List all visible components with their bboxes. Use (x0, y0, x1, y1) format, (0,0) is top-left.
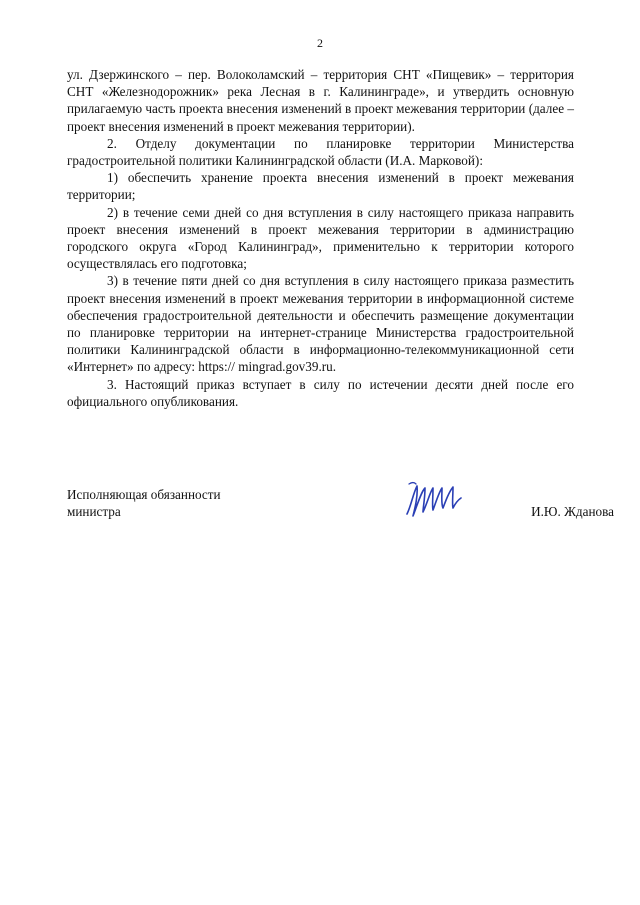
signatory-position-line1: Исполняющая обязанности (67, 487, 221, 502)
paragraph-subitem-2: 2) в течение семи дней со дня вступления в силу настоящего приказа направить проект внесения изменений в проект межевания территории в администрацию городского округа «Город Калининград», применительно к территории которого осуществлялась его подготовка; (67, 204, 574, 272)
paragraph-subitem-1: 1) обеспечить хранение проекта внесения изменений в проект межевания территории; (67, 170, 574, 203)
paragraph-item-3: 3. Настоящий приказ вступает в силу по истечении десяти дней после его официального опубликования. (67, 376, 574, 409)
handwritten-signature-icon (403, 478, 463, 522)
signatory-position (67, 486, 221, 520)
signature-block (67, 486, 614, 536)
document-body (67, 66, 574, 410)
signatory-name: И.Ю. Жданова (531, 504, 614, 519)
page-number: 2 (317, 36, 323, 50)
paragraph-item-2: 2. Отделу документации по планировке территории Министерства градостроительной политики Калининградской области (И.А. Марковой): (67, 135, 574, 169)
paragraph-subitem-3: 3) в течение пяти дней со дня вступления в силу настоящего приказа разместить проект внесения изменений в проект межевания территории в информационной системе обеспечения градостроительной деятельности и обеспечить размещение документации по планировке территории на интернет-странице Министерства градостроительной политики Калининградской области в информационно-телекоммуникационной сети «Интернет» по адресу: https:// mingrad.gov39.ru. (67, 273, 574, 375)
signatory-position-line2: министра (67, 504, 121, 520)
paragraph-continuation: ул. Дзержинского – пер. Волоколамский – территория СНТ «Пищевик» – территория СНТ «Железнодорожник» река Лесная в г. Калининграде», и утвердить основную прилагаемую часть проекта внесения изменений в проект межевания территории (далее – проект внесения изменений в проект межевания территории). (67, 67, 574, 134)
